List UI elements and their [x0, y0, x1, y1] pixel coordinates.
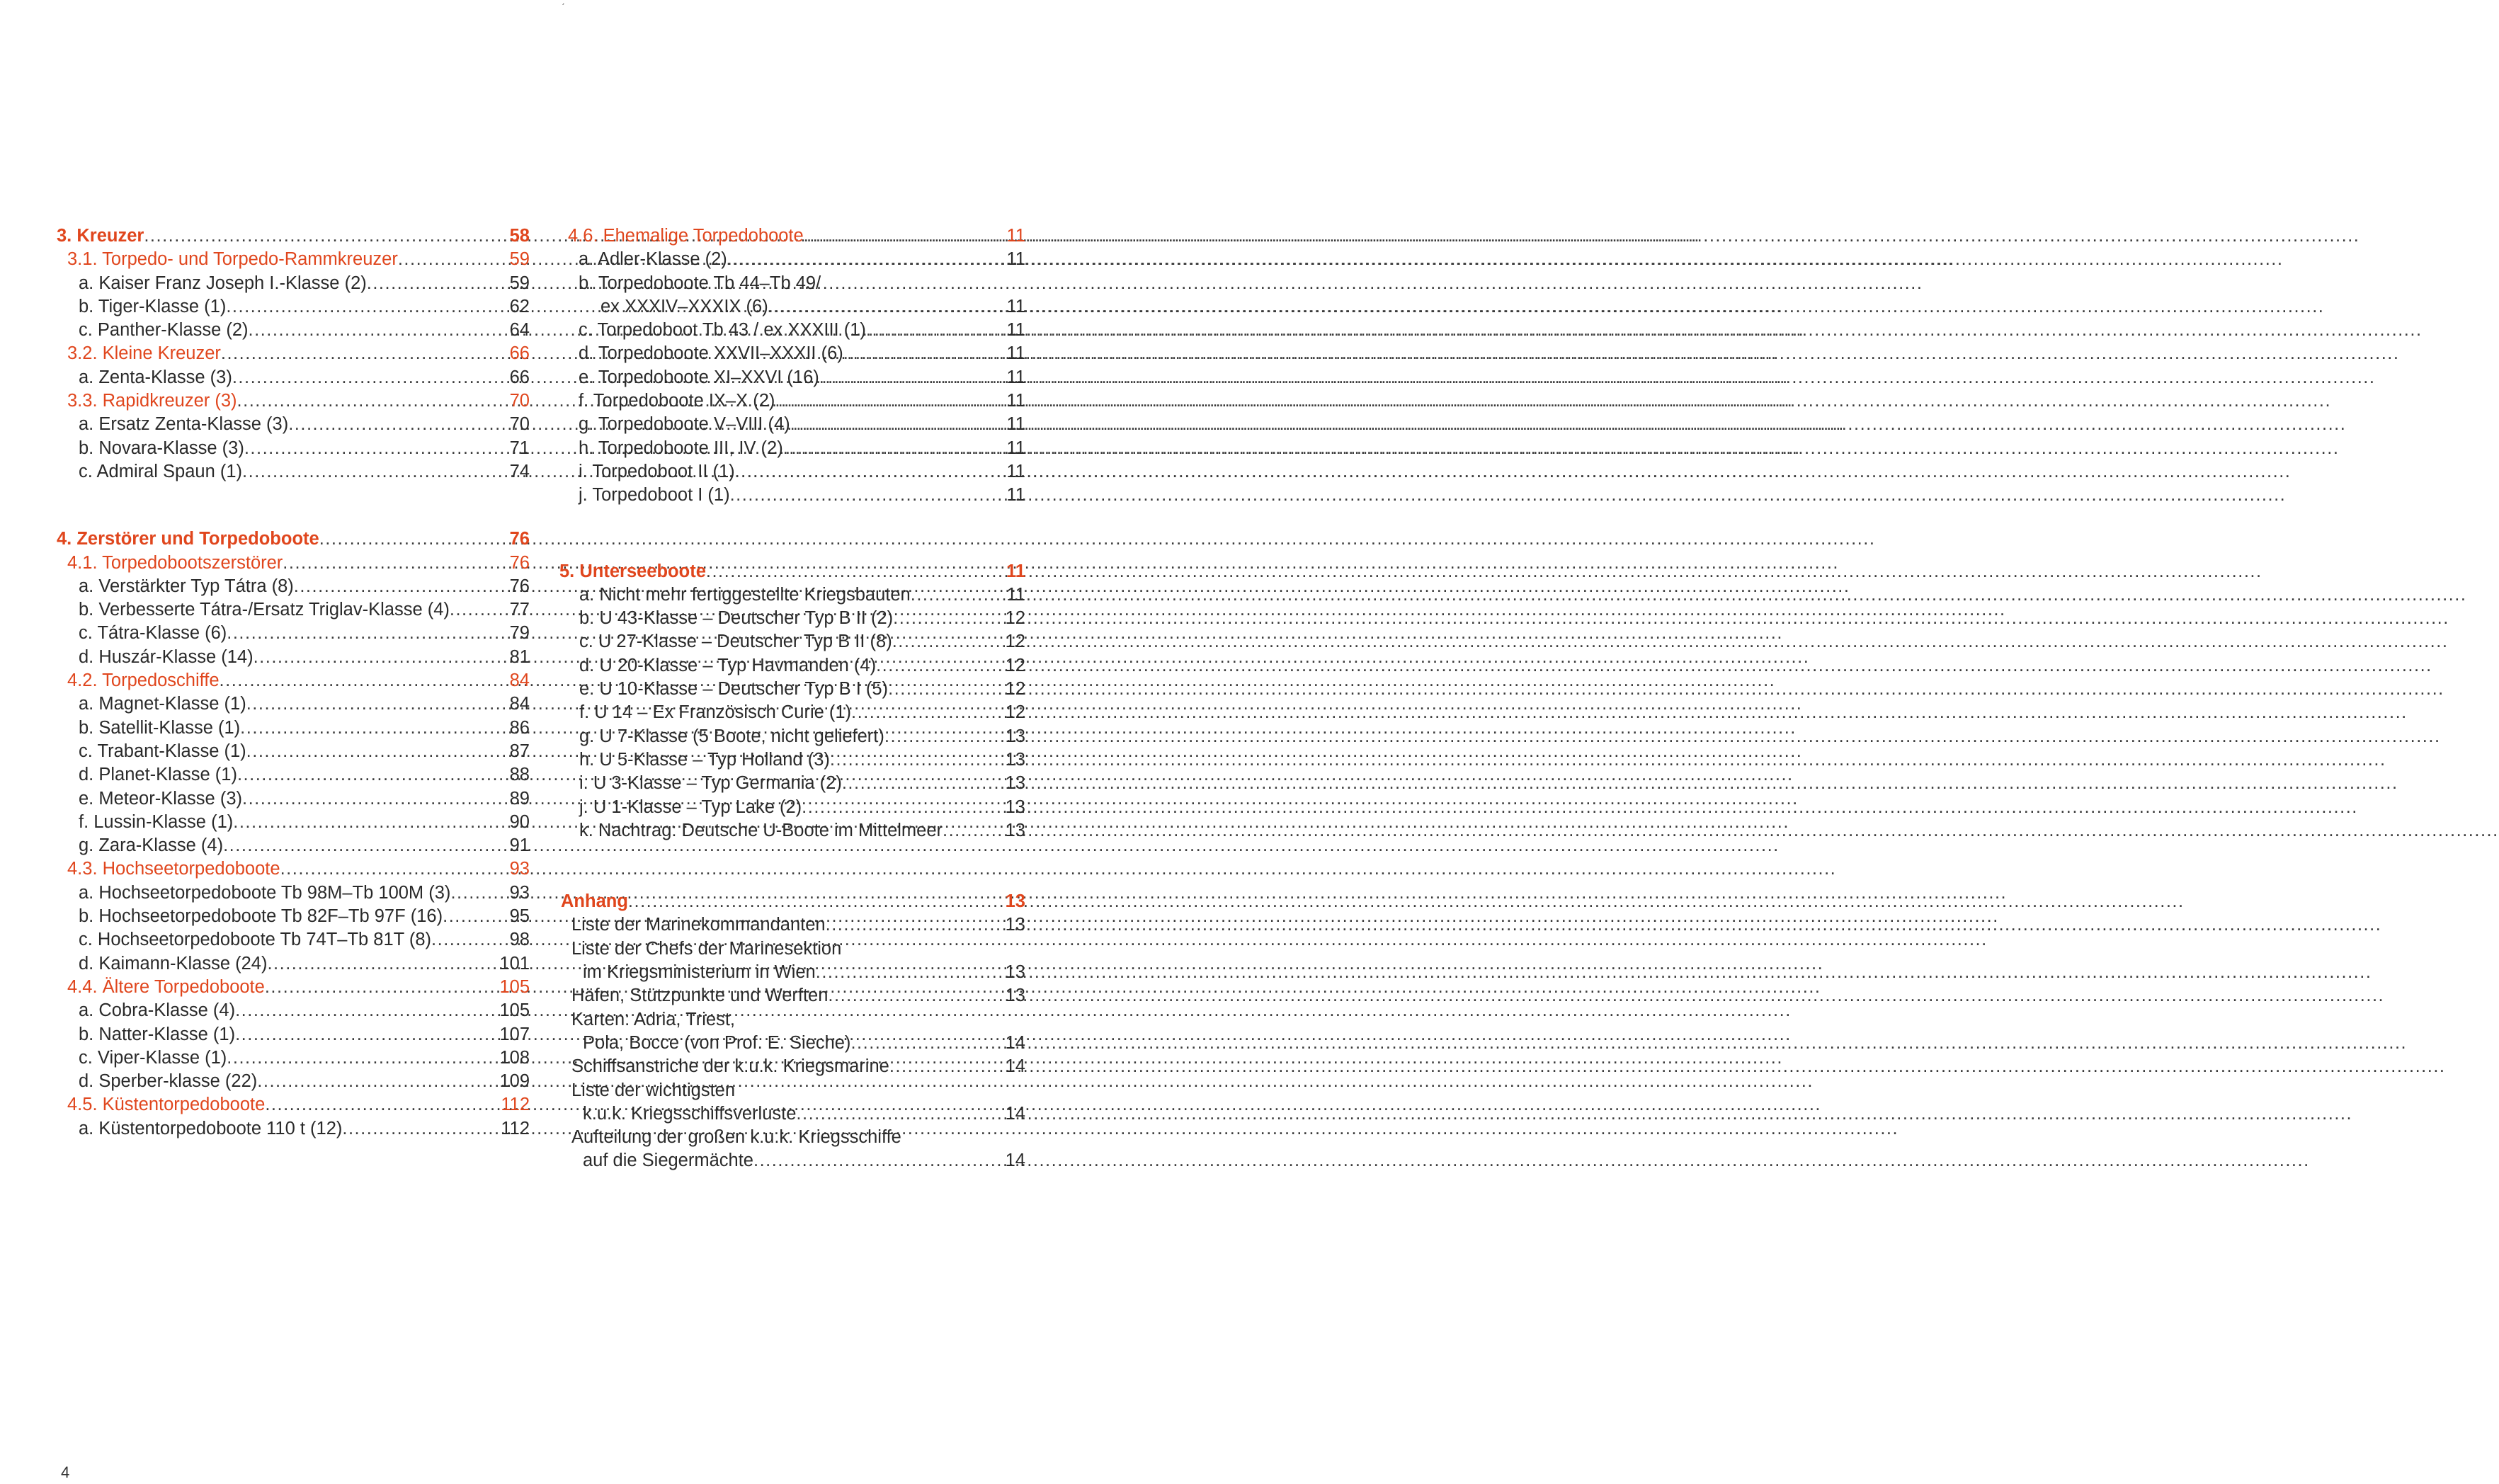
dot-leader	[220, 669, 510, 692]
entry-title: i. U 3-Klasse – Typ Germania (2)	[579, 773, 842, 794]
entry-page: 11	[1006, 584, 1025, 605]
entry-title: 4.6. Ehemalige Torpedoboote	[568, 226, 804, 246]
dot-leader	[221, 342, 510, 365]
toc-entry[interactable]	[559, 319, 1025, 342]
entry-page: 13	[1005, 962, 1025, 983]
toc-subsection-heading[interactable]	[57, 857, 530, 881]
toc-entry-continuation[interactable]	[559, 961, 1025, 984]
entry-page: 76	[509, 576, 530, 596]
entry-title: a. Verstärkter Typ Tátra (8)	[79, 576, 294, 596]
toc-entry[interactable]	[57, 575, 530, 598]
entry-title: a. Kaiser Franz Joseph I.-Klasse (2)	[79, 273, 367, 293]
entry-title: g. Zara-Klasse (4)	[79, 835, 224, 856]
entry-page: 14	[1005, 1151, 1025, 1171]
toc-chapter-heading[interactable]	[559, 890, 1025, 913]
entry-page: 90	[509, 811, 530, 832]
entry-title: a. Küstentorpedoboote 110 t (12)	[79, 1118, 343, 1138]
entry-page: 13	[1005, 749, 1025, 770]
toc-entry[interactable]	[57, 763, 530, 787]
dot-leader	[735, 460, 1007, 484]
dot-leader	[851, 701, 1006, 724]
toc-entry-continuation[interactable]	[559, 1102, 1025, 1126]
toc-entry[interactable]	[57, 787, 530, 811]
entry-title: e. Torpedoboote XI–XXVI (16)	[579, 367, 819, 387]
dot-leader	[235, 1023, 499, 1046]
toc-left-column	[57, 224, 530, 1141]
dot-leader	[893, 607, 1005, 630]
entry-page: 11	[1006, 561, 1025, 581]
toc-entry[interactable]	[559, 630, 1025, 653]
toc-chapter-heading[interactable]	[57, 527, 530, 551]
dot-leader	[943, 819, 1006, 843]
entry-page: 62	[509, 296, 530, 316]
dot-leader	[237, 389, 510, 413]
entry-page: 105	[499, 976, 530, 997]
entry-title: 4.2. Torpedoschiffe	[67, 670, 220, 691]
entry-title: a. Adler-Klasse (2)	[579, 249, 727, 270]
toc-entry[interactable]	[559, 437, 1025, 460]
entry-page: 12	[1005, 608, 1025, 629]
toc-entry[interactable]	[57, 1023, 530, 1046]
toc-entry[interactable]	[57, 952, 530, 976]
toc-entry-continuation[interactable]	[559, 1032, 1025, 1055]
entry-page: 13	[1005, 915, 1025, 935]
toc-entry[interactable]	[57, 928, 530, 952]
dot-leader	[246, 692, 510, 716]
entry-page: 86	[509, 717, 530, 738]
entry-page: 76	[509, 552, 530, 573]
dot-leader	[398, 248, 510, 271]
dot-leader	[342, 1117, 501, 1141]
toc-entry[interactable]	[559, 366, 1025, 389]
entry-page: 11	[1006, 226, 1025, 246]
entry-title: a. Cobra-Klasse (4)	[79, 1000, 236, 1021]
entry-page: 70	[509, 414, 530, 435]
entry-page: 95	[509, 906, 530, 927]
toc-entry[interactable]	[559, 819, 1025, 843]
dot-leader	[294, 575, 510, 598]
entry-page: 13	[1005, 891, 1025, 912]
entry-title: Häfen, Stützpunkte und Werften	[571, 986, 829, 1006]
entry-page: 11	[1006, 438, 1025, 458]
entry-title: 4.5. Küstentorpedoboote	[67, 1095, 266, 1115]
dot-leader	[796, 1102, 1005, 1126]
dot-leader	[730, 484, 1007, 507]
toc-entry[interactable]	[559, 272, 1015, 295]
entry-page: 79	[509, 623, 530, 644]
entry-title: Karten: Adria, Triest,	[571, 1009, 736, 1029]
toc-subsection-heading[interactable]	[57, 669, 530, 692]
dot-leader	[240, 717, 509, 740]
entry-title: c. Admiral Spaun (1)	[79, 461, 243, 481]
entry-title: a. Ersatz Zenta-Klasse (3)	[79, 414, 289, 435]
dot-leader	[267, 952, 499, 976]
toc-chapter-heading[interactable]	[559, 560, 1025, 583]
entry-title: c. U 27-Klasse – Deutscher Typ B II (8)	[579, 632, 892, 652]
toc-entry[interactable]	[559, 607, 1025, 630]
entry-title: d. Planet-Klasse (1)	[79, 765, 237, 785]
toc-entry[interactable]	[559, 389, 1025, 413]
entry-title: b. Tiger-Klasse (1)	[79, 296, 227, 316]
toc-entry[interactable]	[559, 725, 1025, 748]
toc-subsection-heading[interactable]	[57, 389, 530, 413]
entry-page: 81	[509, 646, 530, 667]
dot-leader	[242, 787, 510, 811]
entry-title: 3.2. Kleine Kreuzer	[67, 343, 221, 364]
dot-leader	[244, 437, 510, 460]
dot-leader	[828, 984, 1005, 1008]
entry-page: 71	[509, 438, 530, 458]
entry-title: h. Torpedoboote III, IV (2)	[579, 438, 783, 458]
entry-page: 89	[509, 788, 530, 809]
toc-entry[interactable]	[57, 319, 530, 342]
dot-leader	[280, 857, 510, 881]
entry-page: 12	[1005, 632, 1025, 652]
entry-page: 108	[499, 1047, 530, 1068]
entry-page: 12	[1005, 679, 1025, 700]
entry-title: b. Torpedoboote Tb 44–Tb 49/	[579, 273, 821, 293]
entry-page: 107	[499, 1024, 530, 1044]
toc-entry[interactable]	[57, 905, 530, 928]
toc-entry[interactable]	[57, 692, 530, 716]
entry-title: f. Torpedoboote IX–X (2)	[579, 391, 775, 411]
toc-entry[interactable]	[57, 1070, 530, 1093]
entry-page: 87	[509, 741, 530, 761]
entry-page: 101	[499, 953, 530, 974]
dot-leader	[450, 881, 509, 905]
entry-page: 59	[509, 249, 530, 270]
toc-entry[interactable]	[57, 366, 530, 389]
entry-title: f. Lussin-Klasse (1)	[79, 811, 234, 832]
toc-section-5	[559, 560, 1025, 843]
entry-title: Pola, Bocce (von Prof. E. Sieche)	[583, 1032, 851, 1053]
dot-leader	[628, 890, 1006, 913]
entry-page: 11	[1006, 296, 1025, 316]
toc-entry[interactable]	[57, 460, 530, 484]
entry-page: 13	[1005, 726, 1025, 746]
toc-entry[interactable]	[559, 1079, 1015, 1102]
entry-title: g. Torpedoboote V–VIII (4)	[579, 414, 790, 435]
toc-entry[interactable]	[559, 701, 1025, 724]
entry-title: c. Viper-Klasse (1)	[79, 1047, 227, 1068]
entry-title: ex XXXIV–XXXIX (6)	[600, 296, 768, 316]
dot-leader	[876, 654, 1006, 678]
entry-title: auf die Siegermächte	[583, 1151, 753, 1171]
toc-entry-continuation[interactable]	[559, 295, 1025, 319]
entry-page: 13	[1005, 773, 1025, 794]
dot-leader	[450, 598, 510, 622]
entry-page: 88	[509, 765, 530, 785]
entry-title: 5. Unterseeboote	[559, 561, 706, 581]
toc-entry[interactable]	[57, 881, 530, 905]
dot-leader	[283, 552, 509, 575]
entry-title: d. Kaimann-Klasse (24)	[79, 953, 268, 974]
dot-leader	[866, 319, 1007, 342]
entry-title: k. Nachtrag: Deutsche U-Boote im Mittelmeer	[579, 820, 943, 840]
toc-entry[interactable]	[57, 646, 530, 669]
entry-page: 112	[501, 1095, 530, 1115]
toc-chapter-heading[interactable]	[57, 224, 530, 248]
toc-entry[interactable]	[559, 460, 1025, 484]
entry-title: 4.4. Ältere Torpedoboote	[67, 976, 265, 997]
toc-entry[interactable]	[57, 622, 530, 645]
entry-title: b. Hochseetorpedoboote Tb 82F–Tb 97F (16)	[79, 906, 443, 927]
dot-leader	[242, 460, 510, 484]
entry-title: g. U 7-Klasse (5 Boote, nicht geliefert)	[579, 726, 884, 746]
entry-page: 66	[509, 367, 530, 387]
entry-title: b. U 43-Klasse – Deutscher Typ B II (2)	[579, 608, 894, 629]
toc-entry[interactable]	[559, 654, 1025, 678]
toc-entry[interactable]	[57, 999, 530, 1022]
dot-leader	[431, 928, 510, 952]
entry-page: 91	[509, 835, 530, 856]
dot-leader	[727, 248, 1007, 271]
entry-title: f. U 14 – Ex Französisch Curie (1)	[579, 702, 852, 723]
entry-title: Aufteilung der großen k.u.k. Kriegsschiffe	[571, 1127, 901, 1148]
entry-title: d. Torpedoboote XXVII–XXXII (6)	[579, 343, 843, 364]
entry-page: 64	[509, 320, 530, 341]
entry-title: b. Natter-Klasse (1)	[79, 1024, 236, 1044]
entry-title: a. Zenta-Klasse (3)	[79, 367, 232, 387]
dot-leader	[249, 319, 510, 342]
dot-leader	[265, 1093, 501, 1117]
entry-title: 4.1. Torpedobootszerstörer	[67, 552, 283, 573]
toc-entry[interactable]	[559, 937, 1015, 961]
dot-leader	[816, 961, 1006, 984]
dot-leader	[227, 1046, 499, 1070]
toc-entry[interactable]	[559, 1126, 1015, 1149]
entry-title: c. Torpedoboot Tb 43 / ex XXXIII (1)	[579, 320, 866, 341]
toc-subsection-heading[interactable]	[57, 1093, 530, 1117]
entry-page: 76	[509, 529, 530, 549]
entry-title: e. Meteor-Klasse (3)	[79, 788, 242, 809]
entry-page: 13	[1005, 986, 1025, 1006]
dot-leader	[843, 342, 1007, 365]
entry-page: 93	[509, 882, 530, 903]
toc-entry[interactable]	[57, 272, 530, 295]
toc-entry[interactable]	[57, 1117, 530, 1141]
dot-leader	[226, 295, 509, 319]
entry-page: 66	[509, 343, 530, 364]
entry-title: im Kriegsministerium in Wien	[583, 962, 816, 983]
dot-leader	[753, 1149, 1006, 1172]
dot-leader	[232, 366, 510, 389]
dot-leader	[706, 560, 1006, 583]
toc-entry[interactable]	[559, 342, 1025, 365]
entry-page: 12	[1005, 702, 1025, 723]
entry-title: 3.3. Rapidkreuzer (3)	[67, 391, 237, 411]
toc-entry[interactable]	[559, 1008, 1015, 1032]
dot-leader	[804, 224, 1007, 248]
entry-page: 11	[1006, 249, 1025, 270]
toc-entry[interactable]	[559, 796, 1025, 819]
entry-page: 14	[1005, 1056, 1025, 1077]
entry-title: a. Hochseetorpedoboote Tb 98M–Tb 100M (3)	[79, 882, 451, 903]
page-number: 4	[61, 1463, 70, 1481]
dot-leader	[288, 413, 509, 436]
entry-title: d. Huszár-Klasse (14)	[79, 646, 254, 667]
entry-title: b. Novara-Klasse (3)	[79, 438, 244, 458]
dot-leader	[237, 763, 510, 787]
dot-leader	[144, 224, 509, 248]
toc-appendix	[559, 890, 1025, 1173]
entry-title: Liste der Chefs der Marinesektion	[571, 938, 842, 959]
entry-page: 70	[509, 391, 530, 411]
dot-leader	[892, 630, 1006, 653]
dot-leader	[783, 437, 1007, 460]
entry-page: 14	[1005, 1032, 1025, 1053]
entry-title: j. U 1-Klasse – Typ Lake (2)	[579, 797, 802, 817]
entry-page: 77	[509, 600, 530, 620]
entry-page: 14	[1005, 1103, 1025, 1124]
dot-leader	[257, 1070, 499, 1093]
toc-entry[interactable]	[559, 748, 1025, 772]
entry-title: i. Torpedoboot II (1)	[579, 461, 735, 481]
entry-title: b. Satellit-Klasse (1)	[79, 717, 241, 738]
toc-entry[interactable]	[57, 717, 530, 740]
toc-entry[interactable]	[559, 1055, 1025, 1078]
entry-title: c. Tátra-Klasse (6)	[79, 623, 227, 644]
toc-subsection-heading[interactable]	[57, 552, 530, 575]
dot-leader	[223, 834, 510, 857]
entry-title: k.u.k. Kriegsschiffsverluste	[583, 1103, 797, 1124]
entry-title: d. Sperber-klasse (22)	[79, 1071, 258, 1092]
entry-page: 11	[1006, 461, 1025, 481]
dot-leader	[826, 913, 1006, 937]
toc-entry[interactable]	[57, 740, 530, 763]
dot-leader	[884, 725, 1006, 748]
dot-leader	[768, 295, 1007, 319]
dot-leader	[830, 748, 1006, 772]
entry-page: 84	[509, 694, 530, 714]
dot-leader	[254, 646, 510, 669]
toc-entry-continuation[interactable]	[559, 1149, 1025, 1172]
entry-title: Schiffsanstriche der k.u.k. Kriegsmarine	[571, 1056, 889, 1077]
entry-page: 13	[1005, 797, 1025, 817]
toc-subsection-heading[interactable]	[57, 342, 530, 365]
entry-title: a. Nicht mehr fertiggestellte Kriegsbauten	[579, 584, 911, 605]
entry-page: 74	[509, 461, 530, 481]
entry-page: 11	[1006, 367, 1025, 387]
toc-entry[interactable]	[559, 484, 1025, 507]
toc-entry[interactable]	[57, 413, 530, 436]
toc-entry[interactable]	[57, 1046, 530, 1070]
dot-leader	[319, 527, 510, 551]
dot-leader	[842, 772, 1006, 795]
entry-page: 58	[509, 226, 530, 246]
entry-title: 3. Kreuzer	[57, 226, 144, 246]
scan-mark: ˊ	[562, 1, 565, 13]
dot-leader	[227, 622, 509, 645]
entry-page: 11	[1006, 320, 1025, 341]
entry-title: a. Magnet-Klasse (1)	[79, 694, 246, 714]
entry-page: 12	[1005, 655, 1025, 675]
entry-page: 59	[509, 273, 530, 293]
toc-entry[interactable]	[559, 678, 1025, 701]
entry-title: c. Trabant-Klasse (1)	[79, 741, 246, 761]
entry-page: 98	[509, 930, 530, 950]
entry-title: Liste der wichtigsten	[571, 1080, 736, 1100]
toc-entry[interactable]	[57, 834, 530, 857]
toc-entry[interactable]	[559, 248, 1025, 271]
dot-leader	[235, 999, 499, 1022]
entry-page: 11	[1006, 414, 1025, 435]
entry-title: c. Hochseetorpedoboote Tb 74T–Tb 81T (8)	[79, 930, 432, 950]
toc-entry[interactable]	[57, 598, 530, 622]
toc-entry[interactable]	[559, 984, 1025, 1008]
toc-subsection-heading[interactable]	[57, 248, 530, 271]
entry-page: 11	[1006, 485, 1025, 506]
entry-title: Liste der Marinekommandanten	[571, 915, 826, 935]
entry-page: 11	[1006, 391, 1025, 411]
entry-title: j. Torpedoboot I (1)	[579, 485, 730, 506]
dot-leader	[367, 272, 510, 295]
toc-section-4	[57, 527, 530, 1141]
toc-right-column	[559, 224, 1025, 1173]
dot-leader	[790, 413, 1007, 436]
dot-leader	[819, 366, 1007, 389]
dot-leader	[775, 389, 1006, 413]
toc-entry[interactable]	[57, 295, 530, 319]
entry-title: d. U 20-Klasse – Typ Havmanden (4)	[579, 655, 877, 675]
entry-title: 3.1. Torpedo- und Torpedo-Rammkreuzer	[67, 249, 398, 270]
dot-leader	[850, 1032, 1005, 1055]
entry-page: 112	[501, 1118, 530, 1138]
toc-entry[interactable]	[559, 583, 1025, 607]
entry-title: h. U 5-Klasse – Typ Holland (3)	[579, 749, 830, 770]
entry-page: 84	[509, 670, 530, 691]
toc-entry[interactable]	[559, 413, 1025, 436]
entry-title: c. Panther-Klasse (2)	[79, 320, 249, 341]
entry-title: 4.3. Hochseetorpedoboote	[67, 859, 280, 879]
entry-title: Anhang	[561, 891, 628, 912]
entry-page: 93	[509, 859, 530, 879]
dot-leader	[246, 740, 510, 763]
entry-page: 109	[499, 1071, 530, 1092]
toc-entry[interactable]	[57, 437, 530, 460]
toc-section-3	[57, 224, 530, 484]
entry-title: 4. Zerstörer und Torpedoboote	[57, 529, 319, 549]
dot-leader	[233, 811, 509, 834]
dot-leader	[802, 796, 1005, 819]
dot-leader	[911, 583, 1007, 607]
dot-leader	[889, 1055, 1006, 1078]
toc-entry[interactable]	[559, 913, 1025, 937]
dot-leader	[888, 678, 1006, 701]
toc-subsection-heading[interactable]	[559, 224, 1025, 248]
entry-title: e. U 10-Klasse – Deutscher Typ B I (5)	[579, 679, 889, 700]
entry-page: 105	[499, 1000, 530, 1021]
toc-subsection-heading[interactable]	[57, 976, 530, 999]
toc-entry[interactable]	[559, 772, 1025, 795]
dot-leader	[443, 905, 510, 928]
toc-section-4-6	[559, 224, 1025, 508]
entry-page: 11	[1006, 343, 1025, 364]
entry-page: 13	[1005, 820, 1025, 840]
entry-title: b. Verbesserte Tátra-/Ersatz Triglav-Klasse (4)	[79, 600, 450, 620]
dot-leader	[265, 976, 500, 999]
toc-entry[interactable]	[57, 811, 530, 834]
